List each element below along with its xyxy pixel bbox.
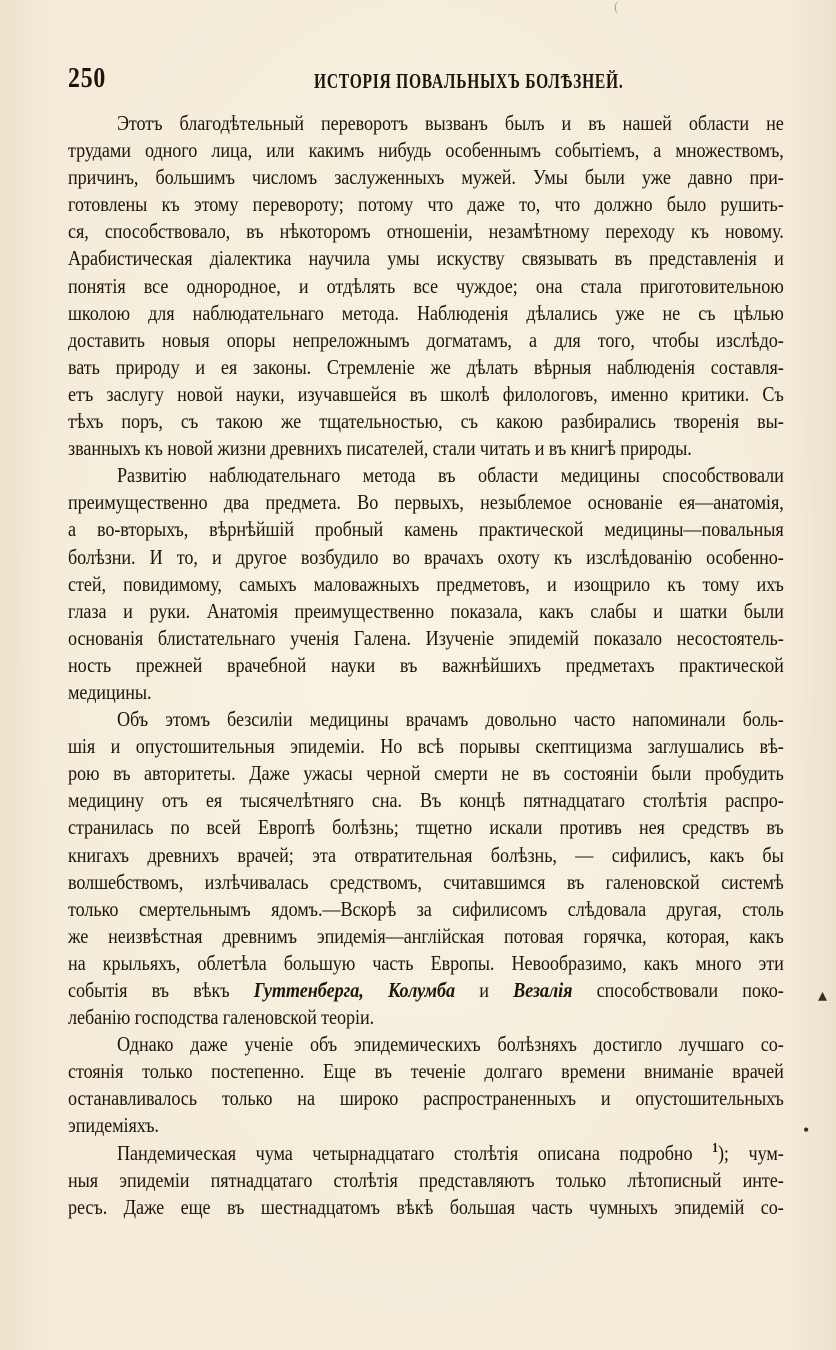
line-segment: способствовали поко- bbox=[572, 978, 784, 1002]
text-line: ныя эпидеміи пятнадцатаго столѣтія представляютъ только лѣтописный инте- bbox=[68, 1167, 784, 1192]
text-line: ресъ. Даже еще въ шестнадцатомъ вѣкѣ большая часть чумныхъ эпидемій со- bbox=[68, 1194, 784, 1219]
text-line: странилась по всей Европѣ болѣзнь; тщетно искали противъ нея средствъ въ bbox=[68, 815, 784, 840]
text-line: трудами одного лица, или какимъ нибудь особеннымъ событіемъ, а множествомъ, bbox=[68, 138, 784, 163]
text-line: Однако даже ученіе объ эпидемическихъ болѣзняхъ достигло лучшаго со- bbox=[117, 1032, 784, 1057]
text-line: книгахъ древнихъ врачей; эта отвратительная болѣзнь, — сифилисъ, какъ бы bbox=[68, 842, 784, 867]
running-title: ИСТОРІЯ ПОВАЛЬНЫХЪ БОЛѢЗНЕЙ. bbox=[314, 69, 624, 93]
paragraph-3 bbox=[68, 706, 784, 1031]
text-line: стей, повидимому, самыхъ маловажныхъ предметовъ, и изощрило къ тому ихъ bbox=[68, 571, 784, 596]
line-segment: ); чум- bbox=[717, 1140, 784, 1165]
paragraph-2 bbox=[68, 462, 784, 706]
line-segment bbox=[364, 978, 388, 1002]
text-line: медицину отъ ея тысячелѣтняго сна. Въ концѣ пятнадцатаго столѣтія распро- bbox=[68, 788, 784, 813]
text-line: Арабистическая діалектика научила умы искуству связывать въ представленія и bbox=[68, 246, 784, 271]
text-line: только смертельнымъ ядомъ.—Вскорѣ за сифилисомъ слѣдовала другая, столь bbox=[68, 896, 784, 921]
text-line: Развитію наблюдательнаго метода въ области медицины способствовали bbox=[117, 463, 784, 488]
text-line: на крыльяхъ, облетѣла большую часть Европы. Невообразимо, какъ много эти bbox=[68, 950, 784, 975]
text-line: глаза и руки. Анатомія преимущественно показала, какъ слабы и шатки были bbox=[68, 598, 784, 623]
text-line-with-names bbox=[68, 977, 784, 1004]
line-segment: и bbox=[454, 978, 514, 1002]
text-line: школою для наблюдательнаго метода. Наблюденія дѣлались уже не съ цѣлью bbox=[68, 300, 784, 325]
text-line: причинъ, большимъ числомъ заслуженныхъ мужей. Умы были уже давно при- bbox=[68, 165, 784, 190]
paragraph-4 bbox=[68, 1031, 784, 1139]
footnote-marker[interactable]: 1 bbox=[712, 1140, 718, 1156]
text-line: шія и опустошительныя эпидеміи. Но всѣ порывы скептицизма заглушались вѣ- bbox=[68, 734, 784, 759]
text-line: званныхъ къ новой жизни древнихъ писателей, стали читать и въ книгѣ природы. bbox=[68, 436, 692, 461]
text-line: тѣхъ поръ, съ такою же тщательностью, съ какою разбирались творенія вы- bbox=[68, 409, 784, 434]
text-line: Объ этомъ безсиліи медицины врачамъ довольно часто напоминали боль- bbox=[117, 707, 784, 732]
text-line: вать природу и ея законы. Стремленіе же дѣлать вѣрныя наблюденія составля- bbox=[68, 354, 784, 379]
text-line: эпидеміяхъ. bbox=[68, 1113, 159, 1138]
text-line: доставить новыя опоры непреложнымъ догматамъ, а для того, чтобы изслѣдо- bbox=[68, 327, 784, 352]
text-line: волшебствомъ, излѣчивалась средствомъ, считавшимся въ галеновской системѣ bbox=[68, 869, 784, 894]
body-text bbox=[68, 110, 784, 1221]
paragraph-1 bbox=[68, 110, 784, 462]
text-line-with-footnote bbox=[68, 1140, 784, 1167]
text-line: понятія все однородное, и отдѣлять все чуждое; она стала приготовительною bbox=[68, 273, 784, 298]
margin-mark: • bbox=[803, 1120, 810, 1140]
line-segment: Пандемическая чума четырнадцатаго столѣтія описана подробно bbox=[117, 1140, 713, 1165]
text-line: стоянія только постепенно. Еще въ теченіе долгаго времени вниманіе врачей bbox=[68, 1059, 784, 1084]
text-line: болѣзни. И то, и другое возбудило во врачахъ охоту къ изслѣдованію особенно- bbox=[68, 544, 784, 569]
text-line: ся, способствовало, въ нѣкоторомъ отношеніи, незамѣтному переходу къ новому. bbox=[68, 219, 784, 244]
corner-mark: ( bbox=[614, 0, 619, 15]
text-line: же неизвѣстная древнимъ эпидемія—англійская потовая горячка, которая, какъ bbox=[68, 923, 784, 948]
text-line: медицины. bbox=[68, 679, 152, 704]
page-header bbox=[68, 62, 784, 102]
page-number: 250 bbox=[68, 62, 107, 94]
text-line: готовлены къ этому перевороту; потому что даже то, что должно было рушить- bbox=[68, 192, 784, 217]
text-line: Этотъ благодѣтельный переворотъ вызванъ былъ и въ нашей области не bbox=[117, 111, 784, 135]
text-line: останавливалось только на широко распространенныхъ и опустошительныхъ bbox=[68, 1086, 784, 1111]
margin-mark: ▴ bbox=[818, 985, 828, 1005]
text-line: ность прежней врачебной науки въ важнѣйшихъ предметахъ практической bbox=[68, 652, 784, 677]
text-line: а во-вторыхъ, вѣрнѣйшій пробный камень практической медицины—повальныя bbox=[68, 517, 784, 542]
text-line: преимущественно два предмета. Во первыхъ, незыблемое основаніе ея—анатомія, bbox=[68, 490, 784, 515]
text-line: лебанію господства галеновской теоріи. bbox=[68, 1005, 375, 1030]
line-segment: событія въ вѣкъ bbox=[68, 978, 254, 1002]
text-line: етъ заслугу новой науки, изучавшейся въ школѣ филологовъ, именно критики. Съ bbox=[68, 381, 784, 406]
paragraph-5 bbox=[68, 1140, 784, 1221]
name-vesalius: Везалія bbox=[513, 978, 573, 1002]
text-line: основанія блистательнаго ученія Галена. Изученіе эпидемій показало несостоятель- bbox=[68, 625, 784, 650]
text-line: рою въ авторитеты. Даже ужасы черной смерти не въ состояніи были пробудить bbox=[68, 761, 784, 786]
name-columbus: Колумба bbox=[388, 978, 455, 1002]
name-gutenberg: Гуттенберга, bbox=[253, 978, 364, 1002]
